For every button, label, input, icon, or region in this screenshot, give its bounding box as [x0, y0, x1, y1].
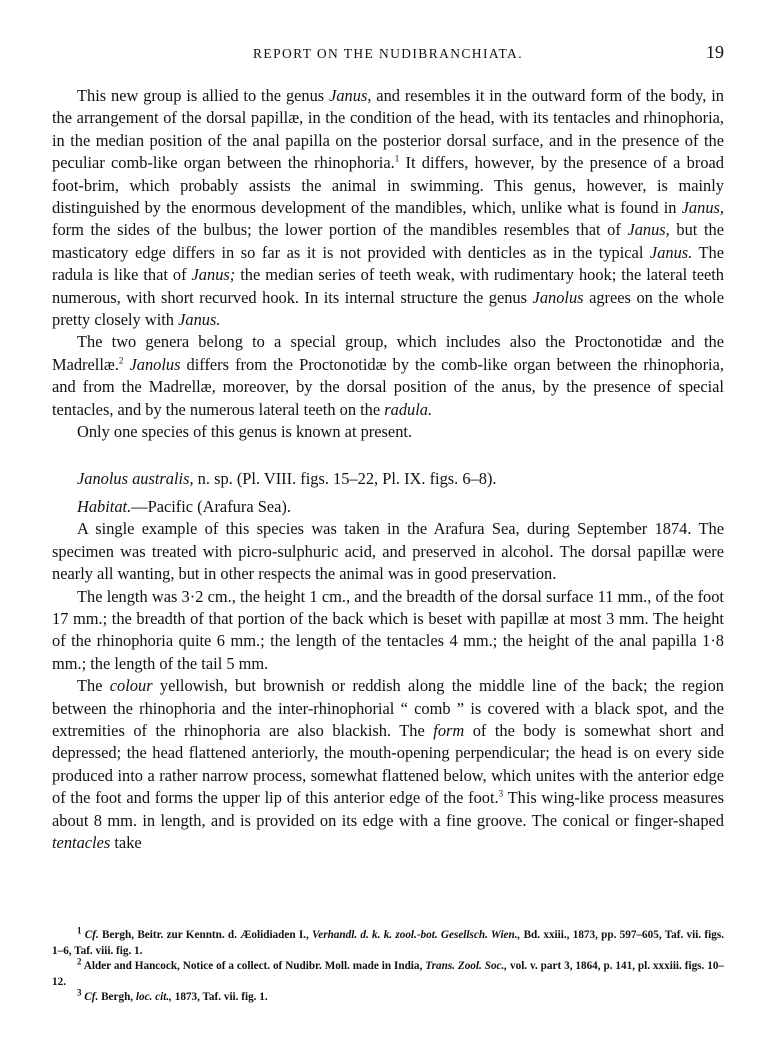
page-number: 19 [706, 42, 724, 62]
footnote-2: $^2$ Alder and Hancock, Notice of a collect. of Nudibr. Moll. made in India, Trans. Zool. Soc., vol. v. part 3, 1864, p. 141, pl. xxxiii. figs. 10–12. [52, 956, 725, 988]
species-heading: Janolus australis, n. sp. (Pl. VIII. figs. 15–22, Pl. IX. figs. 6–8). [77, 468, 497, 488]
paragraph-specimen: A single example of this species was taken in the Arafura Sea, during September 1874. The specimen was treated with picro-sulphuric acid, and preserved in alcohol. The dorsal papillæ were nearly all wanting, but in other respects the animal was in good preservation. [52, 519, 724, 584]
paragraph-genus-description: This new group is allied to the genus Janus, and resembles it in the outward form of the body, in the arrangement of the dorsal papillæ, in the condition of the head, with its tentacles and rhinophoria, in the median position of the anal papilla on the posterior dorsal surface, and in the presence of the peculiar comb-like organ between the rhinophoria.$^1$ It differs, however, by the presence of a broad foot-brim, which probably assists the animal in swimming. This genus, however, is mainly distinguished by the enormous development of the mandibles, which, unlike what is found in Janus, form the sides of the bulbus; the lower portion of the mandibles resembles that of Janus, but the masticatory edge differs in so far as it is not provided with denticles as in the typical Janus. The radula is like that of Janus; the median series of teeth weak, with rudimentary hook; the lateral teeth numerous, with short recurved hook. In its internal structure the genus Janolus agrees on the whole pretty closely with Janus. [52, 86, 725, 330]
footnote-ref-3: 3 [498, 788, 504, 799]
footnote-ref-1: 1 [394, 153, 400, 164]
footnote-1: $^1$ Cf. Bergh, Beitr. zur Kenntn. d. Æolidiaden I., Verhandl. d. k. k. zool.-bot. Gesellsch. Wien., Bd. xxiii., 1873, pp. 597–605, Taf. vii. figs. 1–6, Taf. viii. fig. 1. [52, 925, 724, 957]
page-header [52, 42, 724, 64]
paragraph-group-relations: The two genera belong to a special group, which includes also the Proctonotidæ and the Madrellæ.$^2$ Janolus differs from the Proctonotidæ by the comb-like organ between the rhinophoria, and from the Madrellæ, moreover, by the dorsal position of the anus, by the presence of special tentacles, and by the numerous lateral teeth on the radula. [52, 332, 724, 419]
footnotes [52, 925, 725, 1006]
body-text [52, 85, 724, 854]
habitat-line: Habitat.—Pacific (Arafura Sea). [77, 496, 291, 516]
footnote-ref-2: 2 [118, 355, 124, 366]
paragraph-single-species: Only one species of this genus is known at present. [77, 422, 413, 442]
footnote-3: $^3$ Cf. Bergh, loc. cit., 1873, Taf. vii. fig. 1. [77, 987, 268, 1004]
running-title: REPORT ON THE NUDIBRANCHIATA. [253, 46, 523, 61]
paragraph-colour-form: The colour yellowish, but brownish or reddish along the middle line of the back; the region between the rhinophoria and the inter-rhinophorial “ comb ” is covered with a black spot, and the extremities of the rhinophoria are also blackish. The form of the body is somewhat short and depressed; the head flattened anteriorly, the mouth-opening perpendicular; the head is on every side produced into a rather narrow process, somewhat flattened below, which unites with the anterior edge of the foot and forms the upper lip of this anterior edge of the foot.$^3$ This wing-like process measures about 8 mm. in length, and is provided on its edge with a fine groove. The conical or finger-shaped tentacles take [52, 676, 725, 852]
paragraph-measurements: The length was 3·2 cm., the height 1 cm., and the breadth of the dorsal surface 11 mm., of the foot 17 mm.; the breadth of that portion of the back which is beset with papillæ at most 3 mm. The height of the rhinophoria quite 6 mm.; the length of the tentacles 4 mm.; the height of the anal papilla 1·8 mm.; the length of the tail 5 mm. [52, 586, 724, 673]
